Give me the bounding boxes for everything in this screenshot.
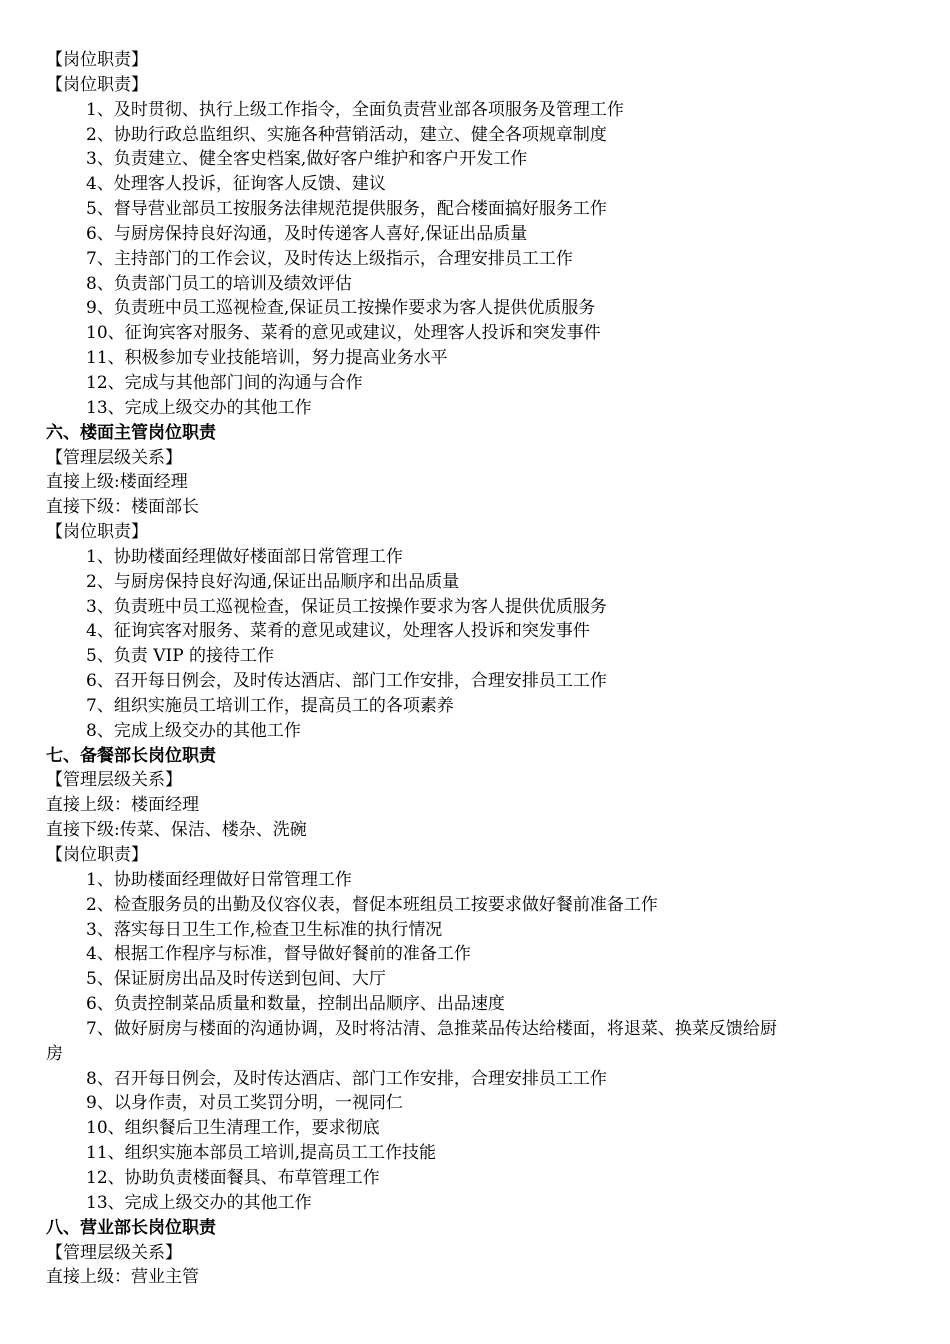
list-item: 4、根据工作程序与标准，督导做好餐前的准备工作 [86,944,471,965]
list-item: 6、与厨房保持良好沟通，及时传递客人喜好,保证出品质量 [86,223,528,244]
list-item: 2、与厨房保持良好沟通,保证出品顺序和出品质量 [86,571,460,592]
list-item: 1、协助楼面经理做好楼面部日常管理工作 [86,546,403,567]
list-item: 8、负责部门员工的培训及绩效评估 [86,273,352,294]
list-item: 9、以身作责，对员工奖罚分明，一视同仁 [86,1093,403,1114]
section-label: 【管理层级关系】 [46,1242,182,1263]
text-line: 直接下级：楼面部长 [46,497,199,518]
list-item: 6、召开每日例会，及时传达酒店、部门工作安排，合理安排员工工作 [86,671,607,692]
list-item: 8、召开每日例会，及时传达酒店、部门工作安排，合理安排员工工作 [86,1068,607,1089]
list-item: 13、完成上级交办的其他工作 [86,1192,312,1213]
list-item: 5、保证厨房出品及时传送到包间、大厅 [86,969,386,990]
list-item: 3、负责建立、健全客史档案,做好客户维护和客户开发工作 [86,149,528,170]
section-label: 【岗位职责】 [46,50,148,70]
list-item: 10、征询宾客对服务、菜肴的意见或建议，处理客人投诉和突发事件 [86,323,601,344]
section-heading: 八、营业部长岗位职责 [46,1217,216,1238]
list-item: 3、负责班中员工巡视检查，保证员工按操作要求为客人提供优质服务 [86,596,607,617]
list-item: 11、积极参加专业技能培训，努力提高业务水平 [86,348,448,369]
list-item: 2、协助行政总监组织、实施各种营销活动，建立、健全各项规章制度 [86,124,607,145]
list-item: 10、组织餐后卫生清理工作，要求彻底 [86,1118,380,1139]
text-line: 直接上级：楼面经理 [46,795,199,816]
list-item: 6、负责控制菜品质量和数量，控制出品顺序、出品速度 [86,994,505,1015]
list-item: 13、完成上级交办的其他工作 [86,397,312,418]
list-item: 11、组织实施本部员工培训,提高员工工作技能 [86,1143,437,1164]
list-item: 4、征询宾客对服务、菜肴的意见或建议，处理客人投诉和突发事件 [86,621,590,642]
list-item: 5、负责 VIP 的接待工作 [86,646,275,667]
text-line: 直接下级:传菜、保洁、楼杂、洗碗 [46,820,307,841]
list-item: 1、协助楼面经理做好日常管理工作 [86,869,352,890]
section-heading: 七、备餐部长岗位职责 [46,745,216,766]
section-heading: 六、楼面主管岗位职责 [46,422,216,443]
list-item: 8、完成上级交办的其他工作 [86,720,301,741]
section-label: 【岗位职责】 [46,845,148,865]
list-item: 4、处理客人投诉，征询客人反馈、建议 [86,174,386,195]
section-label: 【岗位职责】 [46,522,148,543]
list-item: 7、做好厨房与楼面的沟通协调，及时将沽清、急推菜品传达给楼面，将退菜、换菜反馈给厨 [86,1018,777,1039]
list-item: 5、督导营业部员工按服务法律规范提供服务，配合楼面搞好服务工作 [86,199,607,220]
list-item-continuation: 房 [46,1043,63,1064]
section-label: 【管理层级关系】 [46,447,182,468]
list-item: 7、组织实施员工培训工作，提高员工的各项素养 [86,695,454,716]
text-line: 直接上级:楼面经理 [46,472,188,493]
list-item: 12、完成与其他部门间的沟通与合作 [86,372,363,393]
list-item: 7、主持部门的工作会议，及时传达上级指示，合理安排员工工作 [86,248,573,269]
list-item: 2、检查服务员的出勤及仪容仪表，督促本班组员工按要求做好餐前准备工作 [86,894,658,915]
list-item: 1、及时贯彻、执行上级工作指令，全面负责营业部各项服务及管理工作 [86,99,624,120]
document-page [0,48,950,1290]
list-item: 3、落实每日卫生工作,检查卫生标准的执行情况 [86,919,443,940]
text-line: 直接上级：营业主管 [46,1267,199,1288]
list-item: 9、负责班中员工巡视检查,保证员工按操作要求为客人提供优质服务 [86,298,596,319]
section-label: 【管理层级关系】 [46,770,182,791]
section-label: 【岗位职责】 [46,74,148,95]
list-item: 12、协助负责楼面餐具、布草管理工作 [86,1167,380,1188]
